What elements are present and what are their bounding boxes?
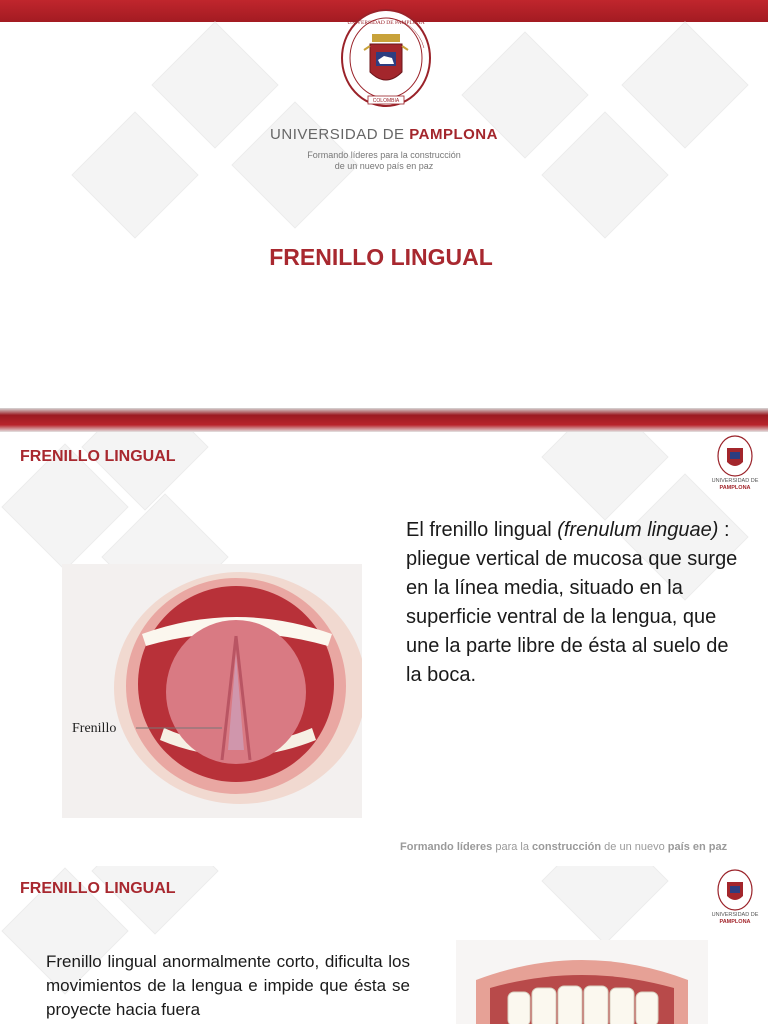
abnormal-paragraph: Frenillo lingual anormalmente corto, dificulta los movimientos de la lengua e impide que ésta se proyecte hacia fuera — [46, 952, 410, 1019]
university-mini-logo — [705, 868, 765, 932]
footer-motto-part-4: de un nuevo — [601, 841, 668, 853]
footer-motto-part-2: para la — [492, 841, 533, 853]
definition-intro: El frenillo lingual — [406, 519, 558, 541]
slide-divider-bar — [0, 408, 768, 432]
mini-seal-icon — [705, 434, 765, 478]
teeth-image — [456, 940, 708, 1024]
mini-logo-text-2: PAMPLONA — [719, 919, 751, 925]
definition-latin-term: (frenulum linguae) — [557, 519, 719, 541]
footer-motto-part-5: país en paz — [667, 841, 728, 853]
mini-logo-text-2: PAMPLONA — [719, 485, 751, 491]
mouth-frenulum-image — [62, 564, 362, 818]
footer-motto-part-3: construcción — [532, 841, 602, 853]
university-name-strong: PAMPLONA — [409, 126, 498, 143]
motto-line-2: de un nuevo país en paz — [334, 161, 434, 171]
university-mini-logo — [705, 434, 765, 498]
mini-logo-text-1: UNIVERSIDAD DE — [711, 912, 759, 918]
mouth-illustration — [62, 564, 362, 818]
definition-body: : pliegue vertical de mucosa que surge en la línea media, situado en la superficie ventral de la lengua, que une la parte libre de ésta al suelo de la boca. — [406, 519, 738, 686]
cover-title: FRENILLO LINGUAL — [269, 244, 493, 270]
frenillo-label: Frenillo — [72, 721, 117, 736]
university-name-prefix: UNIVERSIDAD DE — [270, 126, 410, 143]
slide-abnormal — [0, 866, 768, 1024]
slide-definition — [0, 432, 768, 866]
teeth-illustration — [456, 940, 708, 1024]
mini-seal-icon — [705, 868, 765, 912]
footer-motto-part-1: Formando líderes — [400, 841, 493, 853]
university-seal-logo — [340, 8, 432, 114]
section-title: FRENILLO LINGUAL — [20, 880, 176, 897]
mini-logo-text-1: UNIVERSIDAD DE — [711, 478, 759, 484]
motto-line-1: Formando líderes para la construcción — [307, 150, 461, 160]
seal-country-text: COLOMBIA — [372, 98, 400, 104]
university-name — [0, 126, 768, 143]
seal-label-text: UNIVERSIDAD DE PAMPLONA — [347, 20, 425, 26]
slide-cover — [0, 0, 768, 408]
section-title: FRENILLO LINGUAL — [20, 448, 176, 465]
definition-paragraph — [406, 516, 746, 690]
footer-motto — [400, 841, 760, 853]
